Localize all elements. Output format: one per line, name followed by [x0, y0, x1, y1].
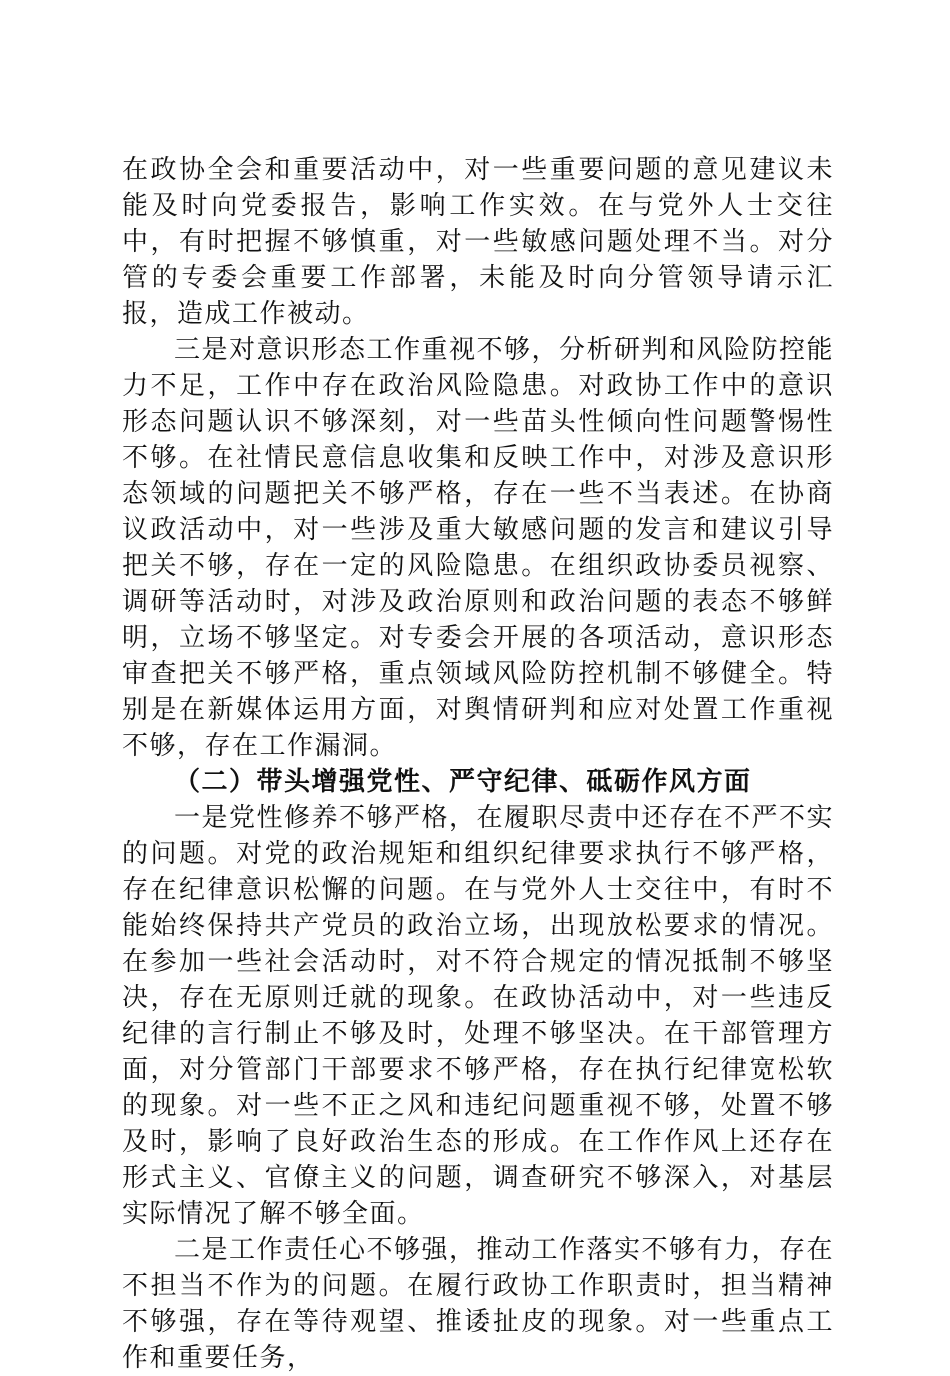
- paragraph-responsibility: 二是工作责任心不够强，推动工作落实不够有力，存在不担当不作为的问题。在履行政协工作职责时，担当精神不够强，存在等待观望、推诿扯皮的现象。对一些重点工作和重要任务，: [122, 1235, 835, 1373]
- paragraph-party-spirit: 一是党性修养不够严格，在履职尽责中还存在不严不实的问题。对党的政治规矩和组织纪律要求执行不够严格，存在纪律意识松懈的问题。在与党外人士交往中，有时不能始终保持共产党员的政治立场，出现放松要求的情况。在参加一些社会活动时，对不符合规定的情况抵制不够坚决，存在无原则迁就的现象。在政协活动中，对一些违反纪律的言行制止不够及时，处理不够坚决。在干部管理方面，对分管部门干部要求不够严格，存在执行纪律宽松软的现象。对一些不正之风和违纪问题重视不够，处置不够及时，影响了良好政治生态的形成。在工作作风上还存在形式主义、官僚主义的问题，调查研究不够深入，对基层实际情况了解不够全面。: [122, 803, 835, 1229]
- document-body: [122, 152, 834, 1376]
- section-heading: （二）带头增强党性、严守纪律、砥砺作风方面: [174, 767, 752, 797]
- paragraph-ideology: 三是对意识形态工作重视不够，分析研判和风险防控能力不足，工作中存在政治风险隐患。对政协工作中的意识形态问题认识不够深刻，对一些苗头性倾向性问题警惕性不够。在社情民意信息收集和反映工作中，对涉及意识形态领域的问题把关不够严格，存在一些不当表述。在协商议政活动中，对一些涉及重大敏感问题的发言和建议引导把关不够，存在一定的风险隐患。在组织政协委员视察、调研等活动时，对涉及政治原则和政治问题的表态不够鲜明，立场不够坚定。对专委会开展的各项活动，意识形态审查把关不够严格，重点领域风险防控机制不够健全。特别是在新媒体运用方面，对舆情研判和应对处置工作重视不够，存在工作漏洞。: [122, 335, 835, 761]
- paragraph-continuation: 在政协全会和重要活动中，对一些重要问题的意见建议未能及时向党委报告，影响工作实效。在与党外人士交往中，有时把握不够慎重，对一些敏感问题处理不当。对分管的专委会重要工作部署，未能及时向分管领导请示汇报，造成工作被动。: [122, 155, 834, 329]
